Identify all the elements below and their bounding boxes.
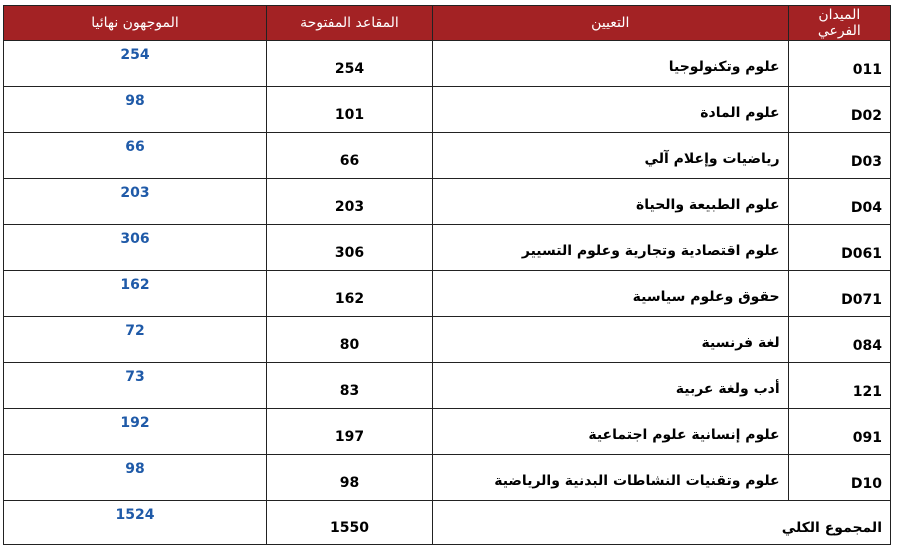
row-code: 091 <box>788 409 890 455</box>
row-final: 254 <box>4 41 267 87</box>
row-seats: 254 <box>267 41 433 87</box>
table-row <box>4 87 891 133</box>
row-seats: 66 <box>267 133 433 179</box>
row-code: D02 <box>788 87 890 133</box>
row-seats: 306 <box>267 225 433 271</box>
header-name: التعيين <box>432 6 788 41</box>
row-final: 192 <box>4 409 267 455</box>
table-row <box>4 409 891 455</box>
table-row <box>4 317 891 363</box>
row-final: 203 <box>4 179 267 225</box>
header-code: الميدان الفرعي <box>788 6 890 41</box>
table-row <box>4 225 891 271</box>
row-code: 121 <box>788 363 890 409</box>
row-seats: 197 <box>267 409 433 455</box>
row-name: لغة فرنسية <box>432 317 788 363</box>
row-name: علوم وتقنيات النشاطات البدنية والرياضية <box>432 455 788 501</box>
row-name: علوم إنسانية علوم اجتماعية <box>432 409 788 455</box>
total-final: 1524 <box>4 501 267 545</box>
table-row <box>4 179 891 225</box>
row-seats: 80 <box>267 317 433 363</box>
row-seats: 101 <box>267 87 433 133</box>
row-name: رياضيات وإعلام آلي <box>432 133 788 179</box>
row-final: 73 <box>4 363 267 409</box>
total-label: المجموع الكلي <box>432 501 890 545</box>
row-final: 98 <box>4 87 267 133</box>
row-final: 98 <box>4 455 267 501</box>
total-row <box>4 501 891 545</box>
row-name: علوم وتكنولوجيا <box>432 41 788 87</box>
row-name: أدب ولغة عربية <box>432 363 788 409</box>
row-code: D03 <box>788 133 890 179</box>
row-seats: 203 <box>267 179 433 225</box>
table-row <box>4 271 891 317</box>
table-row <box>4 133 891 179</box>
row-code: 011 <box>788 41 890 87</box>
row-name: حقوق وعلوم سياسية <box>432 271 788 317</box>
row-final: 162 <box>4 271 267 317</box>
header-final: الموجهون نهائيا <box>4 6 267 41</box>
row-code: D10 <box>788 455 890 501</box>
row-seats: 162 <box>267 271 433 317</box>
table-row <box>4 41 891 87</box>
row-final: 72 <box>4 317 267 363</box>
row-name: علوم الطبيعة والحياة <box>432 179 788 225</box>
table-container <box>3 5 891 545</box>
total-seats: 1550 <box>267 501 433 545</box>
row-code: 084 <box>788 317 890 363</box>
row-code: D061 <box>788 225 890 271</box>
table-row <box>4 455 891 501</box>
row-name: علوم اقتصادية وتجارية وعلوم التسيير <box>432 225 788 271</box>
row-code: D04 <box>788 179 890 225</box>
row-final: 66 <box>4 133 267 179</box>
header-seats: المقاعد المفتوحة <box>267 6 433 41</box>
table-row <box>4 363 891 409</box>
header-row <box>4 6 891 41</box>
orientation-table <box>3 5 891 545</box>
row-seats: 98 <box>267 455 433 501</box>
row-final: 306 <box>4 225 267 271</box>
row-name: علوم المادة <box>432 87 788 133</box>
row-code: D071 <box>788 271 890 317</box>
row-seats: 83 <box>267 363 433 409</box>
